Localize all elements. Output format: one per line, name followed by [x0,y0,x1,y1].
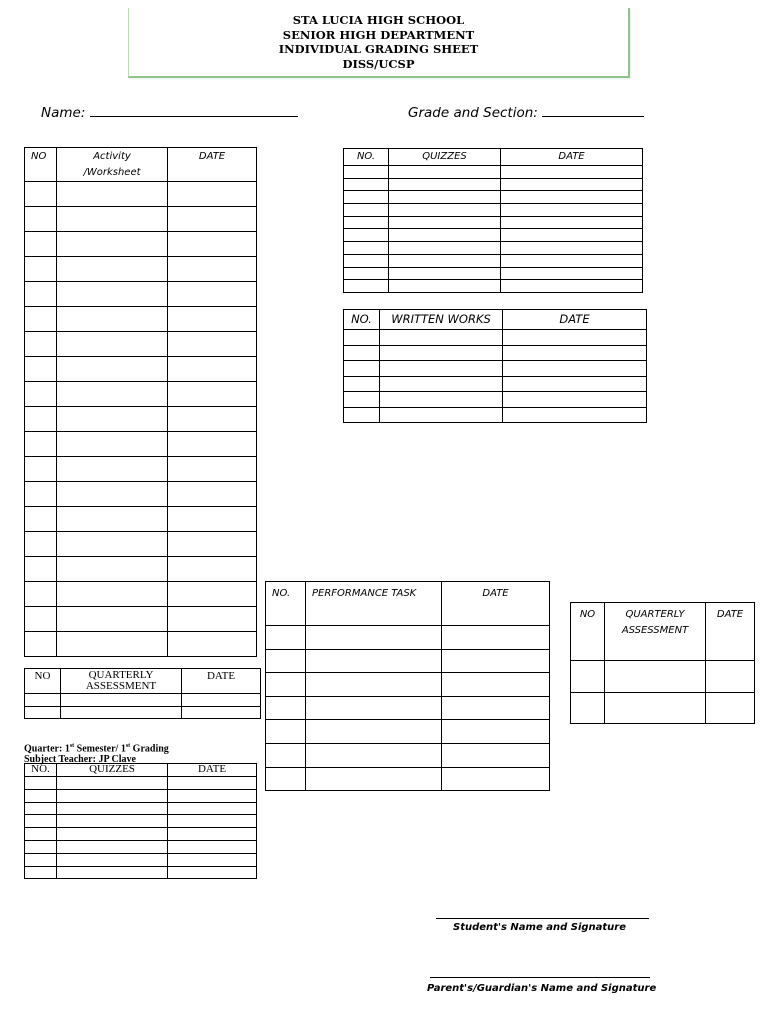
blank-cell[interactable] [57,789,168,802]
table-row [344,191,643,204]
activity-col-activity: Activity /Worksheet [57,148,168,182]
quarterly-left-col-no: NO [25,669,61,694]
blank-cell[interactable] [306,696,442,720]
quarter-end: Grading [130,743,169,755]
table-row [25,357,257,382]
blank-cell[interactable] [168,407,257,432]
blank-cell[interactable] [306,673,442,697]
name-label: Name: [41,105,86,121]
blank-cell[interactable] [168,828,257,841]
blank-cell[interactable] [442,743,550,767]
student-signature-label: Student's Name and Signature [453,922,627,933]
table-row [25,482,257,507]
table-row [344,204,643,217]
blank-cell[interactable] [57,582,168,607]
table-row [266,767,550,791]
blank-cell[interactable] [168,532,257,557]
table-row [344,229,643,242]
table-row [344,361,647,377]
blank-cell[interactable] [25,232,57,257]
blank-cell[interactable] [168,332,257,357]
table-row [266,673,550,697]
table-row [25,407,257,432]
blank-cell[interactable] [57,357,168,382]
activity-col-date: DATE [168,148,257,182]
blank-cell[interactable] [57,407,168,432]
blank-cell[interactable] [57,840,168,853]
table-row [344,330,647,346]
table-row [266,720,550,744]
quizzes-col-quizzes: QUIZZES [389,149,501,166]
school-name: STA LUCIA HIGH SCHOOL [292,13,465,27]
blank-cell[interactable] [168,777,257,790]
blank-cell[interactable] [266,626,306,650]
table-row [25,632,257,657]
blank-cell[interactable] [25,182,57,207]
department-name: SENIOR HIGH DEPARTMENT [282,27,475,42]
table-row [571,692,755,724]
blank-cell[interactable] [501,254,643,267]
blank-cell[interactable] [168,789,257,802]
table-row [344,216,643,229]
blank-cell[interactable] [344,204,389,217]
blank-cell[interactable] [380,407,503,423]
blank-cell[interactable] [306,720,442,744]
grade-section-line[interactable] [542,102,644,117]
table-row [25,432,257,457]
blank-cell[interactable] [266,743,306,767]
table-row [25,507,257,532]
blank-cell[interactable] [25,789,57,802]
blank-cell[interactable] [168,482,257,507]
blank-cell[interactable] [344,254,389,267]
blank-cell[interactable] [266,673,306,697]
table-row [344,345,647,361]
blank-cell[interactable] [25,357,57,382]
performance-col-no: NO. [266,582,306,626]
blank-cell[interactable] [266,649,306,673]
blank-cell[interactable] [389,242,501,255]
blank-cell[interactable] [442,649,550,673]
blank-cell[interactable] [266,767,306,791]
blank-cell[interactable] [25,207,57,232]
blank-cell[interactable] [168,507,257,532]
blank-cell[interactable] [25,632,57,657]
blank-cell[interactable] [501,204,643,217]
blank-cell[interactable] [168,182,257,207]
blank-cell[interactable] [25,853,57,866]
blank-cell[interactable] [389,254,501,267]
blank-cell[interactable] [503,376,647,392]
sheet-title: INDIVIDUAL GRADING SHEET [278,42,479,56]
blank-cell[interactable] [389,204,501,217]
table-row [344,280,643,293]
blank-cell[interactable] [57,232,168,257]
blank-cell[interactable] [344,216,389,229]
table-row [266,626,550,650]
blank-cell[interactable] [25,532,57,557]
blank-cell[interactable] [168,432,257,457]
blank-cell[interactable] [57,853,168,866]
table-row [25,802,257,815]
table-row [25,307,257,332]
table-row [25,557,257,582]
table-row [25,532,257,557]
blank-cell[interactable] [57,507,168,532]
blank-cell[interactable] [344,166,389,179]
blank-cell[interactable] [25,866,57,879]
quarter-sup-2: st [125,743,131,749]
blank-cell[interactable] [57,482,168,507]
blank-cell[interactable] [25,482,57,507]
table-row [344,267,643,280]
student-signature-line[interactable] [436,918,649,919]
quarterly-left-col-date: DATE [182,669,261,694]
blank-cell[interactable] [57,607,168,632]
blank-cell[interactable] [182,694,261,707]
blank-cell[interactable] [25,815,57,828]
blank-cell[interactable] [380,361,503,377]
quizzes-bottom-col-quizzes: QUIZZES [57,764,168,777]
blank-cell[interactable] [57,257,168,282]
blank-cell[interactable] [380,392,503,408]
blank-cell[interactable] [61,694,182,707]
name-line[interactable] [90,102,298,117]
blank-cell[interactable] [57,332,168,357]
table-row [25,828,257,841]
blank-cell[interactable] [706,661,755,693]
blank-cell[interactable] [168,307,257,332]
blank-cell[interactable] [25,777,57,790]
table-row [344,242,643,255]
blank-cell[interactable] [306,649,442,673]
blank-cell[interactable] [306,626,442,650]
blank-cell[interactable] [25,706,61,719]
blank-cell[interactable] [344,242,389,255]
table-row [344,376,647,392]
quarter-info [24,741,169,765]
parent-signature-label: Parent's/Guardian's Name and Signature [427,983,657,994]
blank-cell[interactable] [168,840,257,853]
blank-cell[interactable] [168,257,257,282]
table-row [25,840,257,853]
blank-cell[interactable] [501,166,643,179]
blank-cell[interactable] [605,661,706,693]
table-row [25,853,257,866]
written-col-no: NO. [344,310,380,330]
blank-cell[interactable] [306,767,442,791]
blank-cell[interactable] [25,840,57,853]
blank-cell[interactable] [503,361,647,377]
blank-cell[interactable] [605,692,706,724]
blank-cell[interactable] [501,216,643,229]
blank-cell[interactable] [168,457,257,482]
table-row [344,166,643,179]
blank-cell[interactable] [57,866,168,879]
blank-cell[interactable] [266,720,306,744]
blank-cell[interactable] [344,191,389,204]
quizzes-table [343,148,643,293]
blank-cell[interactable] [501,229,643,242]
blank-cell[interactable] [25,382,57,407]
table-row [266,696,550,720]
blank-cell[interactable] [57,182,168,207]
blank-cell[interactable] [168,582,257,607]
blank-cell[interactable] [442,696,550,720]
blank-cell[interactable] [168,382,257,407]
blank-cell[interactable] [25,828,57,841]
blank-cell[interactable] [168,282,257,307]
performance-col-date: DATE [442,582,550,626]
blank-cell[interactable] [168,357,257,382]
blank-cell[interactable] [706,692,755,724]
quarter-line [24,741,169,754]
quizzes-bottom-col-no: NO. [25,764,57,777]
blank-cell[interactable] [389,216,501,229]
table-row [25,332,257,357]
quarterly-right-col-date: DATE [706,603,755,661]
blank-cell[interactable] [344,229,389,242]
blank-cell[interactable] [57,557,168,582]
blank-cell[interactable] [501,178,643,191]
blank-cell[interactable] [344,345,380,361]
blank-cell[interactable] [25,457,57,482]
activity-table [24,147,257,657]
table-row [344,178,643,191]
blank-cell[interactable] [57,532,168,557]
blank-cell[interactable] [57,282,168,307]
name-field [41,102,298,121]
blank-cell[interactable] [57,382,168,407]
blank-cell[interactable] [25,307,57,332]
blank-cell[interactable] [344,407,380,423]
blank-cell[interactable] [57,307,168,332]
blank-cell[interactable] [61,706,182,719]
blank-cell[interactable] [389,166,501,179]
blank-cell[interactable] [168,557,257,582]
performance-col-task: PERFORMANCE TASK [306,582,442,626]
blank-cell[interactable] [25,607,57,632]
blank-cell[interactable] [503,330,647,346]
written-col-date: DATE [503,310,647,330]
table-row [25,789,257,802]
table-row [266,649,550,673]
table-row [25,457,257,482]
blank-cell[interactable] [266,696,306,720]
blank-cell[interactable] [344,392,380,408]
blank-cell[interactable] [344,178,389,191]
blank-cell[interactable] [57,207,168,232]
blank-cell[interactable] [57,457,168,482]
written-col-written: WRITTEN WORKS [380,310,503,330]
blank-cell[interactable] [503,392,647,408]
grade-section-label: Grade and Section: [408,105,538,121]
blank-cell[interactable] [168,815,257,828]
blank-cell[interactable] [57,777,168,790]
blank-cell[interactable] [57,802,168,815]
blank-cell[interactable] [168,607,257,632]
blank-cell[interactable] [25,432,57,457]
written-works-table [343,309,647,423]
blank-cell[interactable] [344,376,380,392]
blank-cell[interactable] [571,692,605,724]
table-row [571,661,755,693]
table-row [25,706,261,719]
blank-cell[interactable] [380,345,503,361]
blank-cell[interactable] [168,853,257,866]
quarterly-right-col-assessment: QUARTERLY ASSESSMENT [605,603,706,661]
blank-cell[interactable] [344,330,380,346]
table-row [25,607,257,632]
blank-cell[interactable] [501,242,643,255]
blank-cell[interactable] [57,432,168,457]
blank-cell[interactable] [344,267,389,280]
quarter-mid: Semester/ 1 [74,743,126,755]
blank-cell[interactable] [25,407,57,432]
subject-code: DISS/UCSP [342,56,415,71]
blank-cell[interactable] [380,330,503,346]
quizzes-col-date: DATE [501,149,643,166]
blank-cell[interactable] [389,191,501,204]
blank-cell[interactable] [182,706,261,719]
blank-cell[interactable] [25,582,57,607]
activity-col-no: NO [25,148,57,182]
blank-cell[interactable] [25,507,57,532]
blank-cell[interactable] [25,282,57,307]
blank-cell[interactable] [501,191,643,204]
blank-cell[interactable] [57,632,168,657]
blank-cell[interactable] [501,280,643,293]
blank-cell[interactable] [442,720,550,744]
table-row [25,815,257,828]
blank-cell[interactable] [571,661,605,693]
table-row [25,257,257,282]
blank-cell[interactable] [389,280,501,293]
table-row [344,407,647,423]
blank-cell[interactable] [503,345,647,361]
quarterly-right-col-no: NO [571,603,605,661]
quarterly-left-col-assessment: QUARTERLY ASSESSMENT [61,669,182,694]
blank-cell[interactable] [168,232,257,257]
blank-cell[interactable] [57,828,168,841]
blank-cell[interactable] [442,626,550,650]
blank-cell[interactable] [25,557,57,582]
quarter-sup-1: st [69,743,75,749]
table-row [344,254,643,267]
table-row [25,232,257,257]
header-box [128,8,630,78]
table-row [25,182,257,207]
blank-cell[interactable] [57,815,168,828]
grade-section-field [408,102,644,121]
table-row [266,743,550,767]
quarter-prefix: Quarter: 1 [24,743,70,755]
subject-teacher: Subject Teacher: JP Clave [24,754,136,766]
blank-cell[interactable] [344,280,389,293]
blank-cell[interactable] [389,178,501,191]
blank-cell[interactable] [306,743,442,767]
table-row [25,207,257,232]
blank-cell[interactable] [25,332,57,357]
quizzes-bottom-table [24,763,257,879]
performance-task-table [265,581,550,791]
blank-cell[interactable] [168,207,257,232]
blank-cell[interactable] [442,767,550,791]
table-row [25,282,257,307]
blank-cell[interactable] [168,632,257,657]
blank-cell[interactable] [25,694,61,707]
quarterly-assessment-left-table [24,668,261,719]
table-row [25,777,257,790]
quarterly-assessment-right-table [570,602,755,724]
table-row [25,866,257,879]
quizzes-col-no: NO. [344,149,389,166]
blank-cell[interactable] [168,802,257,815]
blank-cell[interactable] [168,866,257,879]
table-row [25,582,257,607]
table-row [25,382,257,407]
blank-cell[interactable] [25,257,57,282]
blank-cell[interactable] [442,673,550,697]
table-row [344,392,647,408]
table-row [25,694,261,707]
blank-cell[interactable] [344,361,380,377]
blank-cell[interactable] [25,802,57,815]
quizzes-bottom-col-date: DATE [168,764,257,777]
blank-cell[interactable] [503,407,647,423]
parent-signature-line[interactable] [430,977,650,978]
blank-cell[interactable] [389,267,501,280]
blank-cell[interactable] [501,267,643,280]
blank-cell[interactable] [389,229,501,242]
blank-cell[interactable] [380,376,503,392]
